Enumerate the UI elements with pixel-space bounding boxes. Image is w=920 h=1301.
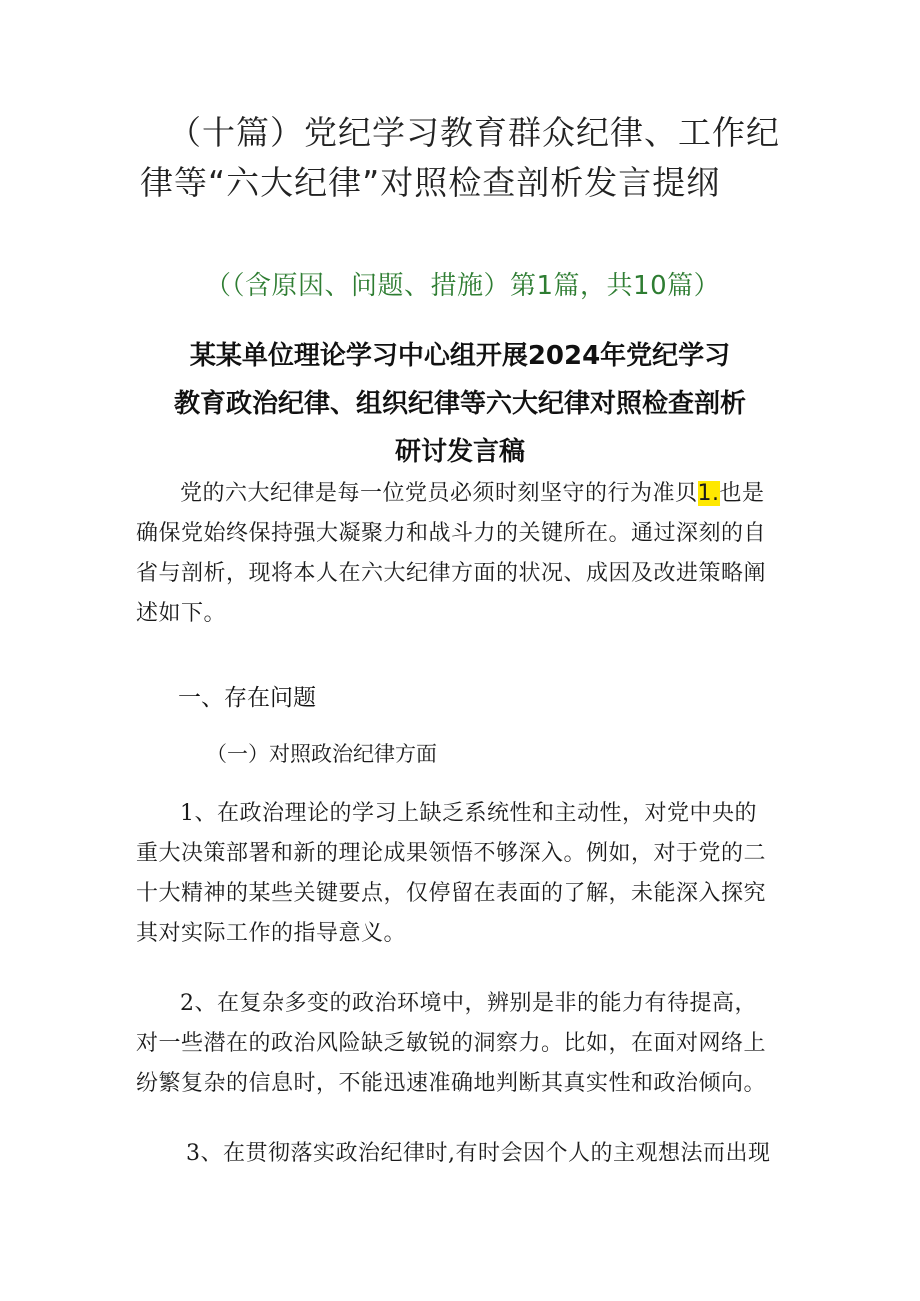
- item-2-paragraph: [136, 984, 796, 1104]
- item-3-paragraph: [136, 1134, 796, 1174]
- subsection-political-discipline: （一）对照政治纪律方面: [206, 742, 437, 766]
- intro-line-4: 述如下。: [136, 601, 227, 626]
- item1-line-4: 其对实际工作的指导意义。: [136, 921, 407, 946]
- highlight-mark: 1.: [697, 481, 720, 506]
- item-1-paragraph: [136, 794, 796, 954]
- section-title-problems: 一、存在问题: [178, 685, 316, 711]
- item1-line-1: 1、在政治理论的学习上缺乏系统性和主动性，对党中央的: [180, 801, 757, 826]
- item2-line-2: 对一些潜在的政治风险缺乏敏锐的洞察力。比如，在面对网络上: [136, 1031, 767, 1056]
- document-title: [140, 108, 790, 208]
- section-heading: [120, 332, 800, 476]
- item1-line-2: 重大决策部署和新的理论成果领悟不够深入。例如，对于党的二: [136, 841, 767, 866]
- item3-line-1: 3、在贯彻落实政治纪律时,有时会因个人的主观想法而出现: [186, 1141, 771, 1166]
- heading-line-1: 某某单位理论学习中心组开展2024年党纪学习: [189, 341, 731, 371]
- item2-line-1: 2、在复杂多变的政治环境中，辨别是非的能力有待提高，: [180, 991, 757, 1016]
- title-line-1: （十篇）党纪学习教育群众纪律、工作纪: [168, 113, 780, 152]
- intro-paragraph: [136, 474, 796, 634]
- intro-text-a: 党的六大纪律是每一位党员必须时刻坚守的行为准贝: [180, 481, 698, 506]
- heading-line-2: 教育政治纪律、组织纪律等六大纪律对照检查剖析: [173, 389, 746, 419]
- intro-line-3: 省与剖析，现将本人在六大纪律方面的状况、成因及改进策略阐: [136, 561, 767, 586]
- intro-text-b: 也是: [719, 481, 765, 506]
- item2-line-3: 纷繁复杂的信息时，不能迅速准确地判断其真实性和政治倾向。: [136, 1071, 767, 1096]
- heading-line-3: 研讨发言稿: [394, 437, 525, 467]
- item1-line-3: 十大精神的某些关键要点，仅停留在表面的了解，未能深入探究: [136, 881, 767, 906]
- title-line-2: 律等“六大纪律”对照检查剖析发言提纲: [140, 163, 721, 202]
- intro-line-1: [136, 474, 796, 514]
- document-subtitle: （（含原因、问题、措施）第1篇，共10篇）: [205, 271, 721, 301]
- intro-line-2: 确保党始终保持强大凝聚力和战斗力的关键所在。通过深刻的自: [136, 521, 767, 546]
